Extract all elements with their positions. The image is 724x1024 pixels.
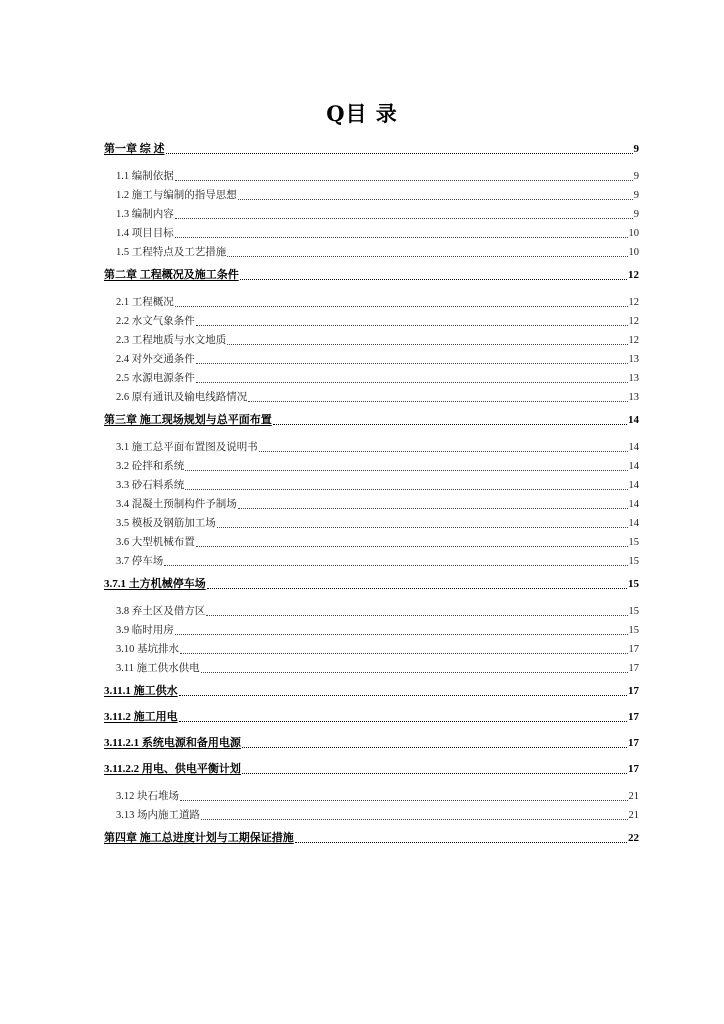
toc-entry-page: 13 — [628, 354, 639, 365]
toc-entry-label: 1.3 编制内容 — [116, 209, 174, 220]
toc-entry-page: 10 — [628, 228, 639, 239]
toc-entry-page: 15 — [628, 625, 639, 636]
dot-leader — [196, 324, 628, 326]
toc-entry-label: 3.13 场内施工道路 — [116, 810, 200, 821]
toc-heading-entry[interactable] — [104, 262, 639, 288]
dot-leader — [238, 198, 633, 200]
toc-sub-entry[interactable] — [104, 476, 639, 495]
toc-entry-page: 17 — [628, 711, 639, 723]
toc-heading-entry[interactable] — [104, 825, 639, 851]
dot-leader — [196, 362, 628, 364]
toc-entry-label: 2.5 水源电源条件 — [116, 373, 195, 384]
toc-entry-label: 第四章 施工总进度计划与工期保证措施 — [104, 832, 294, 844]
toc-sub-entry[interactable] — [104, 186, 639, 205]
toc-sub-entry[interactable] — [104, 369, 639, 388]
toc-entry-page: 21 — [628, 791, 639, 802]
toc-entry-label: 3.11 施工供水供电 — [116, 663, 200, 674]
toc-entry-label: 3.4 混凝土预制构件予制场 — [116, 499, 237, 510]
toc-entry-label: 2.3 工程地质与水文地质 — [116, 335, 227, 346]
toc-sub-entry[interactable] — [104, 205, 639, 224]
toc-entry-page: 9 — [633, 209, 639, 220]
dot-leader — [227, 343, 627, 345]
toc-entry-label: 第二章 工程概况及施工条件 — [104, 269, 239, 281]
toc-entry-label: 1.1 编制依据 — [116, 171, 174, 182]
dot-leader — [179, 694, 627, 696]
toc-sub-entry[interactable] — [104, 659, 639, 678]
toc-sub-entry[interactable] — [104, 533, 639, 552]
dot-leader — [227, 255, 627, 257]
toc-entry-page: 9 — [633, 143, 639, 155]
toc-entry-page: 14 — [628, 518, 639, 529]
toc-sub-entry[interactable] — [104, 787, 639, 806]
dot-leader — [207, 587, 627, 589]
toc-entry-page: 21 — [628, 810, 639, 821]
toc-heading-entry[interactable] — [104, 704, 639, 730]
dot-leader — [248, 400, 627, 402]
dot-leader — [196, 545, 628, 547]
toc-entry-page: 10 — [628, 247, 639, 258]
toc-entry-page: 12 — [628, 316, 639, 327]
toc-sub-entry[interactable] — [104, 312, 639, 331]
toc-entry-label: 3.6 大型机械布置 — [116, 537, 195, 548]
dot-leader — [179, 720, 627, 722]
toc-sub-entry[interactable] — [104, 495, 639, 514]
toc-entry-page: 13 — [628, 392, 639, 403]
toc-sub-entry[interactable] — [104, 388, 639, 407]
toc-entry-page: 12 — [628, 335, 639, 346]
toc-entry-page: 17 — [628, 685, 639, 697]
dot-leader — [201, 671, 628, 673]
toc-heading-entry[interactable] — [104, 756, 639, 782]
toc-entry-label: 3.12 块石堆场 — [116, 791, 179, 802]
toc-entry-page: 15 — [628, 606, 639, 617]
dot-leader — [242, 772, 627, 774]
dot-leader — [164, 564, 627, 566]
toc-entry-page: 17 — [628, 763, 639, 775]
toc-entry-label: 3.1 施工总平面布置图及说明书 — [116, 442, 258, 453]
toc-entry-page: 14 — [628, 499, 639, 510]
toc-entry-page: 14 — [628, 442, 639, 453]
dot-leader — [259, 450, 628, 452]
table-of-contents — [104, 136, 639, 851]
dot-leader — [175, 179, 633, 181]
dot-leader — [180, 799, 628, 801]
toc-entry-label: 2.2 水文气象条件 — [116, 316, 195, 327]
toc-entry-label: 3.7.1 土方机械停车场 — [104, 578, 206, 590]
toc-entry-label: 第一章 综 述 — [104, 143, 165, 155]
toc-entry-label: 第三章 施工现场规划与总平面布置 — [104, 414, 272, 426]
toc-sub-entry[interactable] — [104, 167, 639, 186]
toc-entry-label: 2.6 原有通讯及输电线路情况 — [116, 392, 248, 403]
toc-entry-page: 17 — [628, 663, 639, 674]
toc-sub-entry[interactable] — [104, 350, 639, 369]
dot-leader — [175, 217, 633, 219]
toc-sub-entry[interactable] — [104, 602, 639, 621]
toc-sub-entry[interactable] — [104, 331, 639, 350]
toc-sub-entry[interactable] — [104, 224, 639, 243]
toc-entry-label: 1.4 项目目标 — [116, 228, 174, 239]
toc-entry-label: 3.11.1 施工供水 — [104, 685, 178, 697]
toc-entry-label: 2.1 工程概况 — [116, 297, 174, 308]
toc-entry-page: 14 — [628, 461, 639, 472]
toc-entry-label: 3.11.2.2 用电、供电平衡计划 — [104, 763, 241, 775]
toc-entry-label: 1.2 施工与编制的指导思想 — [116, 190, 237, 201]
toc-entry-label: 2.4 对外交通条件 — [116, 354, 195, 365]
toc-entry-label: 1.5 工程特点及工艺措施 — [116, 247, 227, 258]
toc-sub-entry[interactable] — [104, 552, 639, 571]
toc-entry-page: 17 — [628, 737, 639, 749]
toc-entry-page: 15 — [628, 537, 639, 548]
toc-entry-label: 3.7 停车场 — [116, 556, 164, 567]
toc-entry-page: 14 — [628, 414, 639, 426]
toc-sub-entry[interactable] — [104, 293, 639, 312]
toc-entry-page: 13 — [628, 373, 639, 384]
dot-leader — [196, 381, 628, 383]
toc-sub-entry[interactable] — [104, 457, 639, 476]
dot-leader — [201, 818, 628, 820]
toc-sub-entry[interactable] — [104, 640, 639, 659]
toc-sub-entry[interactable] — [104, 243, 639, 262]
toc-entry-page: 22 — [628, 832, 639, 844]
toc-title: Q目 录 — [326, 101, 398, 126]
toc-entry-page: 14 — [628, 480, 639, 491]
toc-entry-label: 3.8 弃土区及借方区 — [116, 606, 206, 617]
dot-leader — [166, 152, 633, 154]
dot-leader — [185, 469, 627, 471]
dot-leader — [295, 841, 627, 843]
dot-leader — [175, 633, 628, 635]
dot-leader — [240, 278, 627, 280]
toc-entry-page: 15 — [628, 556, 639, 567]
toc-entry-page: 12 — [628, 297, 639, 308]
toc-entry-label: 3.5 模板及钢筋加工场 — [116, 518, 216, 529]
toc-heading-entry[interactable] — [104, 571, 639, 597]
dot-leader — [185, 488, 627, 490]
toc-entry-label: 3.2 砼拌和系统 — [116, 461, 185, 472]
dot-leader — [273, 423, 627, 425]
toc-heading-entry[interactable] — [104, 678, 639, 704]
toc-entry-page: 12 — [628, 269, 639, 281]
toc-heading-entry[interactable] — [104, 730, 639, 756]
toc-entry-page: 15 — [628, 578, 639, 590]
dot-leader — [175, 305, 628, 307]
toc-heading-entry[interactable] — [104, 136, 639, 162]
dot-leader — [217, 526, 628, 528]
toc-sub-entry[interactable] — [104, 438, 639, 457]
toc-entry-page: 17 — [628, 644, 639, 655]
toc-heading-entry[interactable] — [104, 407, 639, 433]
toc-entry-label: 3.10 基坑排水 — [116, 644, 179, 655]
toc-entry-label: 3.3 砂石料系统 — [116, 480, 185, 491]
toc-entry-label: 3.9 临时用房 — [116, 625, 174, 636]
dot-leader — [175, 236, 628, 238]
toc-sub-entry[interactable] — [104, 806, 639, 825]
dot-leader — [180, 652, 628, 654]
toc-sub-entry[interactable] — [104, 621, 639, 640]
toc-entry-page: 9 — [633, 171, 639, 182]
dot-leader — [206, 614, 627, 616]
toc-entry-label: 3.11.2.1 系统电源和备用电源 — [104, 737, 241, 749]
toc-entry-label: 3.11.2 施工用电 — [104, 711, 178, 723]
dot-leader — [238, 507, 628, 509]
toc-sub-entry[interactable] — [104, 514, 639, 533]
dot-leader — [242, 746, 627, 748]
toc-entry-page: 9 — [633, 190, 639, 201]
